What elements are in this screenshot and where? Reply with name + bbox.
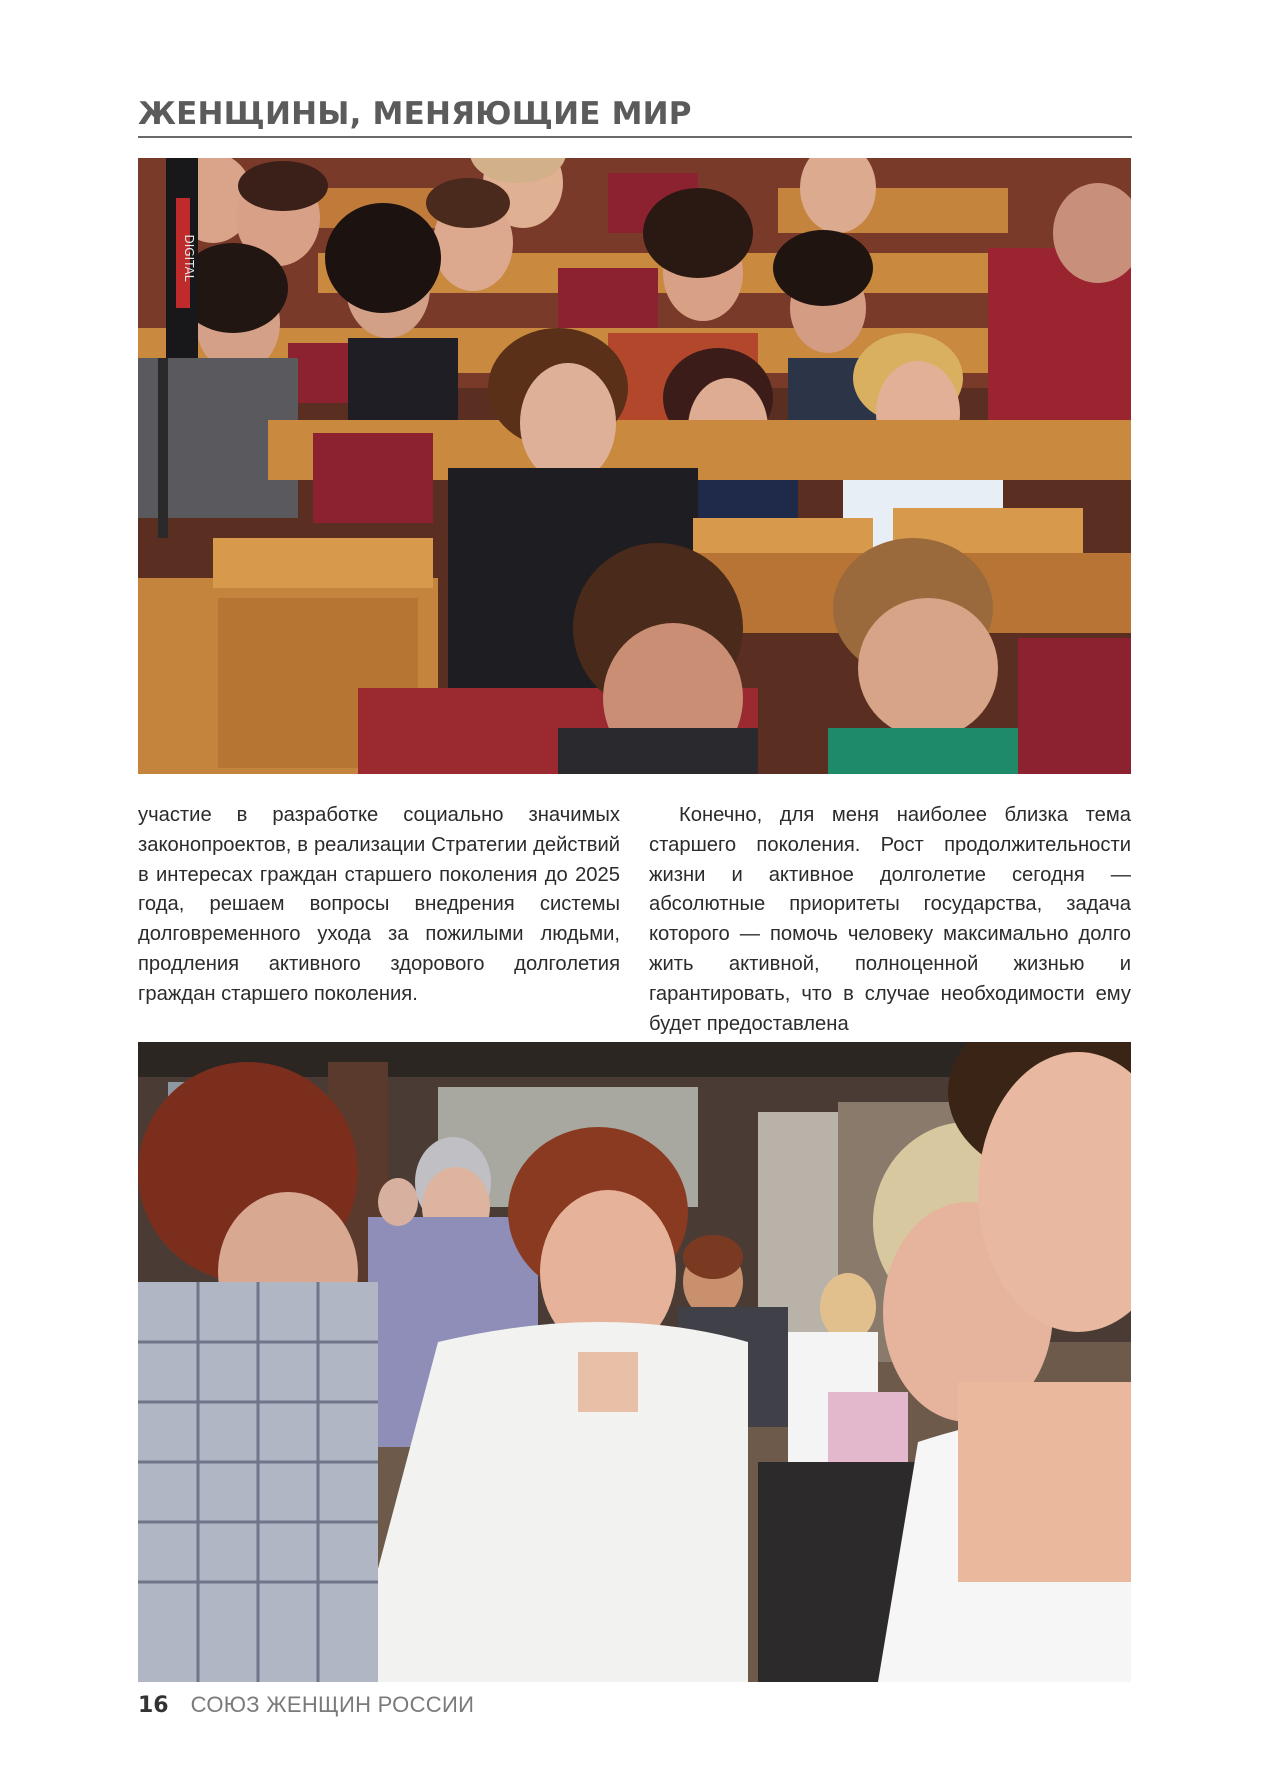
- title-divider: [138, 136, 1132, 138]
- article-column-right: Конечно, для меня наиболее близка тема старшего поколения. Рост продолжительности жизни и активное долголетие сегодня — абсолютные приоритеты государства, задача которого — помочь человеку максимально долго жить активной, полноценной жизнью и гарантировать, что в случае необходимости ему будет предоставлена: [649, 804, 1131, 1035]
- section-title: ЖЕНЩИНЫ, МЕНЯЮЩИЕ МИР: [138, 96, 692, 132]
- publication-name: СОЮЗ ЖЕНЩИН РОССИИ: [190, 1692, 475, 1717]
- page-footer: [138, 1692, 474, 1726]
- page-number: 16: [138, 1693, 169, 1718]
- article-column-left: участие в разработке социально значимых законопроектов, в реализации Стратегии действий в интересах граждан старшего поколения до 2025 года, решаем вопросы внедрения системы долговременного ухода за пожилыми людьми, продления активного здорового долголетия граждан старшего поколения.: [138, 804, 620, 1005]
- camera-strap-label: DIGITAL: [182, 234, 196, 282]
- women-greeting-photo: [138, 1042, 1131, 1682]
- conference-hall-photo: [138, 158, 1131, 774]
